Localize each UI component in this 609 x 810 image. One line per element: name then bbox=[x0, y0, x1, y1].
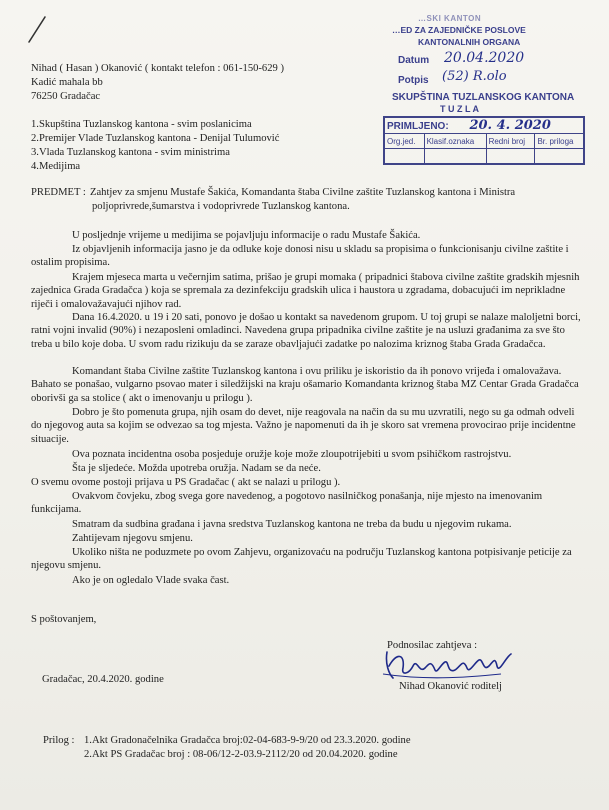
pen-stroke-mark bbox=[26, 14, 48, 44]
attachment-item: 2.Akt PS Gradačac broj : 08-06/12-2-03.9-2112/20 od 20.04.2020. godine bbox=[84, 749, 398, 760]
closing-greeting: S poštovanjem, bbox=[31, 614, 97, 625]
stamp-line-1: …SKI KANTON bbox=[418, 14, 482, 23]
body-paragraph: Dana 16.4.2020. u 19 i 20 sati, ponovo je došao u kontakt sa navedenom grupom. U toj grupi se nalaze maloljetni borci, ratni vojni invalid (90%) i nezaposleni omladinci. Navedena grupa pripadnika civilne zaštite je na usluzi građanima za sve što treba u bilo koje doba. U svom radu rizikuju da se zaraze obavljajući zadatke po nalozima kriznog štaba Grada Gradačca. bbox=[31, 312, 581, 350]
sender-city: 76250 Gradačac bbox=[31, 91, 101, 102]
stamp-received-date: 20.04.2020 bbox=[444, 50, 525, 66]
subject-label: PREDMET : bbox=[31, 187, 86, 198]
body-paragraph: Ovakvom čovjeku, zbog svega gore navedenog, a pogotovo nasilničkog ponašanja, nije mjesto na imenovanim funkcijama. bbox=[31, 491, 543, 516]
stamp-signature-label: Potpis bbox=[398, 75, 429, 86]
body-paragraph: Zahtijevam njegovu smjenu. bbox=[72, 533, 193, 544]
submitter-label: Podnosilac zahtjeva : bbox=[387, 640, 478, 651]
recipient-item: 2.Premijer Vlade Tuzlanskog kantona - Denijal Tulumović bbox=[31, 133, 280, 144]
body-paragraph: Ako je on ogledalo Vlade svaka čast. bbox=[72, 575, 230, 586]
body-paragraph: Ova poznata incidentna osoba posjeduje oružje koje može zloupotrijebiti u svom psihičkom rastrojstvu. bbox=[72, 449, 512, 460]
body-paragraph: O svemu ovome postoji prijava u PS Gradačac ( akt se nalazi u prilogu ). bbox=[31, 477, 341, 488]
recipient-item: 4.Medijima bbox=[31, 161, 81, 172]
recipient-item: 1.Skupština Tuzlanskog kantona - svim poslanicima bbox=[31, 119, 252, 130]
body-paragraph: Smatram da sudbina građana i javna sredstva Tuzlanskog kantona ne treba da budu u njegovim rukama. bbox=[72, 519, 512, 530]
submitter-name: Nihad Okanović roditelj bbox=[399, 681, 502, 692]
body-paragraph: Komandant štaba Civilne zaštite Tuzlanskog kantona i ovu priliku je iskoristio da ih ponovo vrijeđa i omalovažava. Bahato se ponašao, vulgarno psovao mater i siledžijski na kraju ošamario Komandanta kriznog štaba MZ Centar Grada Gradačca oborivši ga sa stolice ( akt o imenovanju u prilogu ). bbox=[31, 366, 579, 404]
registry-col-class: Klasif.oznaka bbox=[424, 134, 486, 149]
body-paragraph: Dobro je što pomenuta grupa, njih osam do devet, nije reagovala na način da su mu uzvratili, nego su ga odmah odveli do njegovog auta sa kojim se odvezao sa tog mjesta. Važno je napomenuti da ih je skoro sat vremena provocirao prije incidentne situacije. bbox=[31, 407, 576, 445]
recipient-item: 3.Vlada Tuzlanskog kantona - svim ministrima bbox=[31, 147, 230, 158]
sender-street: Kadić mahala bb bbox=[31, 77, 103, 88]
stamp-line-3: KANTONALNIH ORGANA bbox=[418, 37, 521, 47]
body-paragraph: Krajem mjeseca marta u večernjim satima, prišao je grupi momaka ( pripadnici štabova civilne zaštite gradskih mjesnih zajednica Grada Gradačca ) koja se spremala za dezinfekciju gradskih ulica i haustora u zgradama, dobacujući im neprikladne riječi i omalovažavajući njihov rad. bbox=[31, 272, 580, 310]
registry-cell bbox=[384, 149, 424, 165]
subject-line-1: Zahtjev za smjenu Mustafe Šakića, Komandanta štaba Civilne zaštite Tuzlanskog kantona i Ministra bbox=[90, 187, 516, 198]
stamp-received-label: Datum bbox=[398, 55, 430, 66]
registry-col-attachments: Br. priloga bbox=[535, 134, 584, 149]
body-paragraph: Ukoliko ništa ne poduzmete po ovom Zahjevu, organizovaću na području Tuzlanskog kantona potpisivanje peticije za njegovu smjenu. bbox=[31, 547, 572, 572]
stamp-city: T U Z L A bbox=[440, 104, 479, 114]
stamp-line-2: …ED ZA ZAJEDNIČKE POSLOVE bbox=[392, 25, 526, 35]
subject-line-2: poljoprivrede,šumarstva i vodoprivrede Tuzlanskog kantona. bbox=[92, 201, 350, 212]
registry-cell bbox=[486, 149, 535, 165]
registry-col-org: Org.jed. bbox=[384, 134, 424, 149]
body-paragraph: Iz objavljenih informacija jasno je da odluke koje donosi nisu u skladu sa propisima o funkcionisanju civilne zaštite i ostalim propisima. bbox=[31, 244, 569, 269]
stamp-assembly: SKUPŠTINA TUZLANSKOG KANTONA bbox=[392, 92, 575, 103]
registry-stamp-table bbox=[383, 116, 585, 165]
attachment-item: 1.Akt Gradonačelnika Gradačca broj:02-04-683-9-9/20 od 23.3.2020. godine bbox=[84, 735, 411, 746]
registry-col-number: Redni broj bbox=[486, 134, 535, 149]
registry-received-date: 20. 4. 2020 bbox=[469, 118, 551, 133]
sender-name-line: Nihad ( Hasan ) Okanović ( kontakt telefon : 061-150-629 ) bbox=[31, 63, 285, 74]
registry-cell bbox=[535, 149, 584, 165]
handwritten-signature bbox=[383, 644, 515, 682]
stamp-signature: (52) R.olo bbox=[442, 69, 507, 84]
registry-cell bbox=[424, 149, 486, 165]
body-paragraph: U posljednje vrijeme u medijima se pojavljuju informacije o radu Mustafe Šakića. bbox=[72, 230, 421, 241]
place-and-date: Gradačac, 20.4.2020. godine bbox=[42, 674, 164, 685]
attachments-label: Prilog : bbox=[43, 735, 75, 746]
registry-received-label: PRIMLJENO: bbox=[387, 121, 449, 132]
body-paragraph: Šta je sljedeće. Možda upotreba oružja. Nadam se da neće. bbox=[72, 463, 321, 474]
